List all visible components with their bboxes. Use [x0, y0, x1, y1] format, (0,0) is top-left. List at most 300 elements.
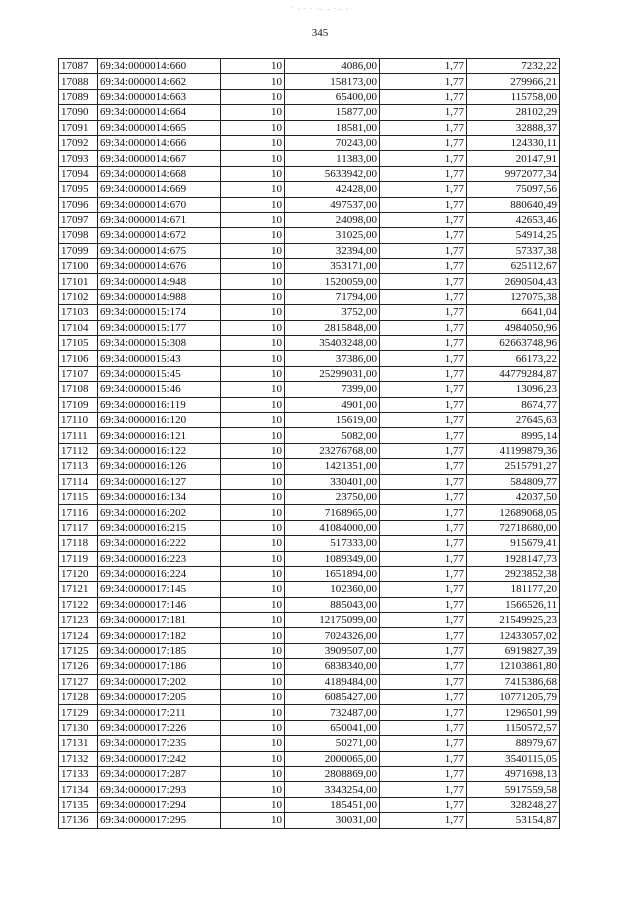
table-row [59, 597, 560, 612]
row-number-cell: 17131 [59, 736, 98, 751]
row-number-cell: 17106 [59, 351, 98, 366]
category-cell: 10 [221, 428, 285, 443]
area-cell: 330401,00 [285, 474, 380, 489]
category-cell: 10 [221, 720, 285, 735]
row-number-cell: 17123 [59, 613, 98, 628]
cadastral-number-cell: 69:34:0000017:242 [98, 751, 221, 766]
category-cell: 10 [221, 259, 285, 274]
category-cell: 10 [221, 166, 285, 181]
row-number-cell: 17116 [59, 505, 98, 520]
amount-cell: 124330,11 [467, 135, 560, 150]
category-cell: 10 [221, 659, 285, 674]
rate-cell: 1,77 [380, 736, 467, 751]
area-cell: 497537,00 [285, 197, 380, 212]
table-row [59, 305, 560, 320]
amount-cell: 32888,37 [467, 120, 560, 135]
amount-cell: 5917559,58 [467, 782, 560, 797]
amount-cell: 10771205,79 [467, 690, 560, 705]
amount-cell: 27645,63 [467, 412, 560, 427]
category-cell: 10 [221, 643, 285, 658]
amount-cell: 279966,21 [467, 74, 560, 89]
row-number-cell: 17122 [59, 597, 98, 612]
cadastral-number-cell: 69:34:0000014:663 [98, 89, 221, 104]
row-number-cell: 17100 [59, 259, 98, 274]
category-cell: 10 [221, 320, 285, 335]
table-row [59, 428, 560, 443]
category-cell: 10 [221, 551, 285, 566]
area-cell: 18581,00 [285, 120, 380, 135]
row-number-cell: 17120 [59, 566, 98, 581]
row-number-cell: 17109 [59, 397, 98, 412]
amount-cell: 584809,77 [467, 474, 560, 489]
amount-cell: 8995,14 [467, 428, 560, 443]
category-cell: 10 [221, 243, 285, 258]
amount-cell: 2515791,27 [467, 459, 560, 474]
rate-cell: 1,77 [380, 582, 467, 597]
rate-cell: 1,77 [380, 212, 467, 227]
rate-cell: 1,77 [380, 397, 467, 412]
table-row [59, 105, 560, 120]
area-cell: 185451,00 [285, 797, 380, 812]
table-row [59, 120, 560, 135]
category-cell: 10 [221, 705, 285, 720]
table-row [59, 582, 560, 597]
rate-cell: 1,77 [380, 89, 467, 104]
cadastral-number-cell: 69:34:0000016:215 [98, 520, 221, 535]
area-cell: 23750,00 [285, 489, 380, 504]
amount-cell: 13096,23 [467, 382, 560, 397]
cadastral-number-cell: 69:34:0000014:662 [98, 74, 221, 89]
area-cell: 23276768,00 [285, 443, 380, 458]
area-cell: 3343254,00 [285, 782, 380, 797]
table-row [59, 520, 560, 535]
amount-cell: 915679,41 [467, 536, 560, 551]
row-number-cell: 17090 [59, 105, 98, 120]
area-cell: 732487,00 [285, 705, 380, 720]
category-cell: 10 [221, 766, 285, 781]
amount-cell: 4984050,96 [467, 320, 560, 335]
rate-cell: 1,77 [380, 412, 467, 427]
rate-cell: 1,77 [380, 797, 467, 812]
row-number-cell: 17091 [59, 120, 98, 135]
category-cell: 10 [221, 366, 285, 381]
table-row [59, 59, 560, 74]
cadastral-number-cell: 69:34:0000017:211 [98, 705, 221, 720]
rate-cell: 1,77 [380, 566, 467, 581]
area-cell: 41084000,00 [285, 520, 380, 535]
cadastral-number-cell: 69:34:0000017:294 [98, 797, 221, 812]
row-number-cell: 17103 [59, 305, 98, 320]
amount-cell: 625112,67 [467, 259, 560, 274]
cadastral-number-cell: 69:34:0000016:119 [98, 397, 221, 412]
amount-cell: 115758,00 [467, 89, 560, 104]
category-cell: 10 [221, 336, 285, 351]
amount-cell: 12103861,80 [467, 659, 560, 674]
page-number: 345 [311, 27, 329, 39]
rate-cell: 1,77 [380, 674, 467, 689]
area-cell: 35403248,00 [285, 336, 380, 351]
category-cell: 10 [221, 182, 285, 197]
amount-cell: 3540115,05 [467, 751, 560, 766]
category-cell: 10 [221, 197, 285, 212]
table-row [59, 674, 560, 689]
amount-cell: 75097,56 [467, 182, 560, 197]
rate-cell: 1,77 [380, 166, 467, 181]
area-cell: 4189484,00 [285, 674, 380, 689]
rate-cell: 1,77 [380, 551, 467, 566]
amount-cell: 62663748,96 [467, 336, 560, 351]
table-row [59, 751, 560, 766]
area-cell: 37386,00 [285, 351, 380, 366]
area-cell: 71794,00 [285, 289, 380, 304]
category-cell: 10 [221, 274, 285, 289]
row-number-cell: 17125 [59, 643, 98, 658]
area-cell: 30031,00 [285, 813, 380, 828]
cadastral-number-cell: 69:34:0000015:177 [98, 320, 221, 335]
amount-cell: 20147,91 [467, 151, 560, 166]
cadastral-number-cell: 69:34:0000014:666 [98, 135, 221, 150]
row-number-cell: 17135 [59, 797, 98, 812]
category-cell: 10 [221, 628, 285, 643]
cadastral-number-cell: 69:34:0000017:235 [98, 736, 221, 751]
rate-cell: 1,77 [380, 751, 467, 766]
row-number-cell: 17136 [59, 813, 98, 828]
category-cell: 10 [221, 736, 285, 751]
area-cell: 1089349,00 [285, 551, 380, 566]
area-cell: 158173,00 [285, 74, 380, 89]
amount-cell: 1296501,99 [467, 705, 560, 720]
table-row [59, 289, 560, 304]
area-cell: 7024326,00 [285, 628, 380, 643]
area-cell: 517333,00 [285, 536, 380, 551]
amount-cell: 7232,22 [467, 59, 560, 74]
rate-cell: 1,77 [380, 643, 467, 658]
table-row [59, 89, 560, 104]
area-cell: 3909507,00 [285, 643, 380, 658]
area-cell: 7399,00 [285, 382, 380, 397]
row-number-cell: 17118 [59, 536, 98, 551]
row-number-cell: 17088 [59, 74, 98, 89]
amount-cell: 328248,27 [467, 797, 560, 812]
area-cell: 15619,00 [285, 412, 380, 427]
cadastral-number-cell: 69:34:0000014:675 [98, 243, 221, 258]
row-number-cell: 17130 [59, 720, 98, 735]
row-number-cell: 17102 [59, 289, 98, 304]
rate-cell: 1,77 [380, 182, 467, 197]
category-cell: 10 [221, 690, 285, 705]
category-cell: 10 [221, 59, 285, 74]
rate-cell: 1,77 [380, 597, 467, 612]
row-number-cell: 17129 [59, 705, 98, 720]
table-row [59, 551, 560, 566]
row-number-cell: 17096 [59, 197, 98, 212]
cadastral-number-cell: 69:34:0000017:226 [98, 720, 221, 735]
table-row [59, 259, 560, 274]
amount-cell: 2690504,43 [467, 274, 560, 289]
category-cell: 10 [221, 74, 285, 89]
category-cell: 10 [221, 443, 285, 458]
row-number-cell: 17092 [59, 135, 98, 150]
row-number-cell: 17128 [59, 690, 98, 705]
cadastral-number-cell: 69:34:0000014:667 [98, 151, 221, 166]
area-cell: 2815848,00 [285, 320, 380, 335]
cadastral-number-cell: 69:34:0000017:205 [98, 690, 221, 705]
table-row [59, 135, 560, 150]
table-row [59, 166, 560, 181]
cadastral-table [58, 58, 560, 829]
category-cell: 10 [221, 351, 285, 366]
amount-cell: 1566526,11 [467, 597, 560, 612]
table-row [59, 797, 560, 812]
area-cell: 353171,00 [285, 259, 380, 274]
rate-cell: 1,77 [380, 813, 467, 828]
cadastral-number-cell: 69:34:0000015:46 [98, 382, 221, 397]
rate-cell: 1,77 [380, 705, 467, 720]
row-number-cell: 17121 [59, 582, 98, 597]
table-row [59, 182, 560, 197]
category-cell: 10 [221, 212, 285, 227]
rate-cell: 1,77 [380, 135, 467, 150]
category-cell: 10 [221, 382, 285, 397]
cadastral-number-cell: 69:34:0000014:669 [98, 182, 221, 197]
row-number-cell: 17134 [59, 782, 98, 797]
table-row [59, 320, 560, 335]
rate-cell: 1,77 [380, 489, 467, 504]
rate-cell: 1,77 [380, 320, 467, 335]
amount-cell: 2923852,38 [467, 566, 560, 581]
row-number-cell: 17119 [59, 551, 98, 566]
cadastral-number-cell: 69:34:0000016:202 [98, 505, 221, 520]
area-cell: 102360,00 [285, 582, 380, 597]
area-cell: 1520059,00 [285, 274, 380, 289]
table-row [59, 243, 560, 258]
amount-cell: 6641,04 [467, 305, 560, 320]
category-cell: 10 [221, 813, 285, 828]
rate-cell: 1,77 [380, 520, 467, 535]
row-number-cell: 17097 [59, 212, 98, 227]
rate-cell: 1,77 [380, 197, 467, 212]
rate-cell: 1,77 [380, 74, 467, 89]
rate-cell: 1,77 [380, 151, 467, 166]
cadastral-number-cell: 69:34:0000016:122 [98, 443, 221, 458]
category-cell: 10 [221, 105, 285, 120]
category-cell: 10 [221, 582, 285, 597]
area-cell: 3752,00 [285, 305, 380, 320]
amount-cell: 41199879,36 [467, 443, 560, 458]
row-number-cell: 17098 [59, 228, 98, 243]
table-row [59, 736, 560, 751]
row-number-cell: 17132 [59, 751, 98, 766]
cadastral-number-cell: 69:34:0000015:174 [98, 305, 221, 320]
area-cell: 24098,00 [285, 212, 380, 227]
rate-cell: 1,77 [380, 289, 467, 304]
rate-cell: 1,77 [380, 613, 467, 628]
category-cell: 10 [221, 120, 285, 135]
category-cell: 10 [221, 520, 285, 535]
table-row [59, 228, 560, 243]
rate-cell: 1,77 [380, 259, 467, 274]
amount-cell: 44779284,87 [467, 366, 560, 381]
area-cell: 5633942,00 [285, 166, 380, 181]
cadastral-number-cell: 69:34:0000017:146 [98, 597, 221, 612]
row-number-cell: 17110 [59, 412, 98, 427]
category-cell: 10 [221, 751, 285, 766]
cadastral-number-cell: 69:34:0000014:660 [98, 59, 221, 74]
cadastral-table-body [59, 59, 560, 829]
table-row [59, 74, 560, 89]
category-cell: 10 [221, 397, 285, 412]
area-cell: 1421351,00 [285, 459, 380, 474]
table-row [59, 720, 560, 735]
cadastral-number-cell: 69:34:0000015:43 [98, 351, 221, 366]
amount-cell: 12433057,02 [467, 628, 560, 643]
table-row [59, 412, 560, 427]
table-row [59, 766, 560, 781]
cadastral-number-cell: 69:34:0000017:145 [98, 582, 221, 597]
rate-cell: 1,77 [380, 274, 467, 289]
area-cell: 5082,00 [285, 428, 380, 443]
row-number-cell: 17108 [59, 382, 98, 397]
cadastral-number-cell: 69:34:0000015:45 [98, 366, 221, 381]
table-row [59, 536, 560, 551]
amount-cell: 6919827,39 [467, 643, 560, 658]
area-cell: 70243,00 [285, 135, 380, 150]
table-row [59, 212, 560, 227]
area-cell: 42428,00 [285, 182, 380, 197]
row-number-cell: 17107 [59, 366, 98, 381]
category-cell: 10 [221, 459, 285, 474]
row-number-cell: 17124 [59, 628, 98, 643]
table-row [59, 613, 560, 628]
table-row [59, 628, 560, 643]
category-cell: 10 [221, 151, 285, 166]
category-cell: 10 [221, 305, 285, 320]
category-cell: 10 [221, 566, 285, 581]
cadastral-number-cell: 69:34:0000016:224 [98, 566, 221, 581]
table-row [59, 443, 560, 458]
category-cell: 10 [221, 782, 285, 797]
area-cell: 7168965,00 [285, 505, 380, 520]
cadastral-number-cell: 69:34:0000017:287 [98, 766, 221, 781]
amount-cell: 8674,77 [467, 397, 560, 412]
cadastral-number-cell: 69:34:0000014:988 [98, 289, 221, 304]
table-row [59, 197, 560, 212]
row-number-cell: 17094 [59, 166, 98, 181]
cadastral-number-cell: 69:34:0000014:672 [98, 228, 221, 243]
rate-cell: 1,77 [380, 474, 467, 489]
area-cell: 15877,00 [285, 105, 380, 120]
rate-cell: 1,77 [380, 59, 467, 74]
category-cell: 10 [221, 228, 285, 243]
category-cell: 10 [221, 135, 285, 150]
row-number-cell: 17126 [59, 659, 98, 674]
rate-cell: 1,77 [380, 766, 467, 781]
rate-cell: 1,77 [380, 505, 467, 520]
cadastral-number-cell: 69:34:0000014:664 [98, 105, 221, 120]
row-number-cell: 17105 [59, 336, 98, 351]
cadastral-number-cell: 69:34:0000017:182 [98, 628, 221, 643]
rate-cell: 1,77 [380, 690, 467, 705]
rate-cell: 1,77 [380, 120, 467, 135]
cadastral-number-cell: 69:34:0000016:126 [98, 459, 221, 474]
row-number-cell: 17111 [59, 428, 98, 443]
amount-cell: 181177,20 [467, 582, 560, 597]
table-row [59, 274, 560, 289]
cadastral-number-cell: 69:34:0000014:948 [98, 274, 221, 289]
table-row [59, 489, 560, 504]
rate-cell: 1,77 [380, 428, 467, 443]
amount-cell: 57337,38 [467, 243, 560, 258]
row-number-cell: 17112 [59, 443, 98, 458]
table-row [59, 336, 560, 351]
category-cell: 10 [221, 536, 285, 551]
category-cell: 10 [221, 797, 285, 812]
area-cell: 11383,00 [285, 151, 380, 166]
area-cell: 50271,00 [285, 736, 380, 751]
row-number-cell: 17127 [59, 674, 98, 689]
table-row [59, 566, 560, 581]
area-cell: 885043,00 [285, 597, 380, 612]
row-number-cell: 17101 [59, 274, 98, 289]
table-row [59, 705, 560, 720]
row-number-cell: 17093 [59, 151, 98, 166]
row-number-cell: 17117 [59, 520, 98, 535]
table-row [59, 151, 560, 166]
table-row [59, 351, 560, 366]
scan-header-marks: - . . . ._ _ ._ . [291, 2, 349, 11]
row-number-cell: 17095 [59, 182, 98, 197]
area-cell: 650041,00 [285, 720, 380, 735]
cadastral-number-cell: 69:34:0000014:668 [98, 166, 221, 181]
table-row [59, 659, 560, 674]
cadastral-number-cell: 69:34:0000014:676 [98, 259, 221, 274]
table-row [59, 382, 560, 397]
table-row [59, 474, 560, 489]
table-row [59, 782, 560, 797]
row-number-cell: 17099 [59, 243, 98, 258]
table-row [59, 643, 560, 658]
rate-cell: 1,77 [380, 382, 467, 397]
area-cell: 12175099,00 [285, 613, 380, 628]
rate-cell: 1,77 [380, 105, 467, 120]
table-row [59, 366, 560, 381]
cadastral-number-cell: 69:34:0000015:308 [98, 336, 221, 351]
table-row [59, 505, 560, 520]
amount-cell: 127075,38 [467, 289, 560, 304]
cadastral-number-cell: 69:34:0000014:670 [98, 197, 221, 212]
rate-cell: 1,77 [380, 536, 467, 551]
rate-cell: 1,77 [380, 659, 467, 674]
cadastral-number-cell: 69:34:0000016:127 [98, 474, 221, 489]
cadastral-number-cell: 69:34:0000014:665 [98, 120, 221, 135]
cadastral-number-cell: 69:34:0000017:295 [98, 813, 221, 828]
cadastral-number-cell: 69:34:0000017:186 [98, 659, 221, 674]
amount-cell: 12689068,05 [467, 505, 560, 520]
cadastral-number-cell: 69:34:0000016:134 [98, 489, 221, 504]
area-cell: 6838340,00 [285, 659, 380, 674]
table-row [59, 813, 560, 828]
cadastral-number-cell: 69:34:0000017:202 [98, 674, 221, 689]
table-row [59, 397, 560, 412]
amount-cell: 1150572,57 [467, 720, 560, 735]
area-cell: 2808869,00 [285, 766, 380, 781]
cadastral-number-cell: 69:34:0000017:293 [98, 782, 221, 797]
rate-cell: 1,77 [380, 228, 467, 243]
amount-cell: 1928147,73 [467, 551, 560, 566]
row-number-cell: 17087 [59, 59, 98, 74]
row-number-cell: 17113 [59, 459, 98, 474]
amount-cell: 28102,29 [467, 105, 560, 120]
